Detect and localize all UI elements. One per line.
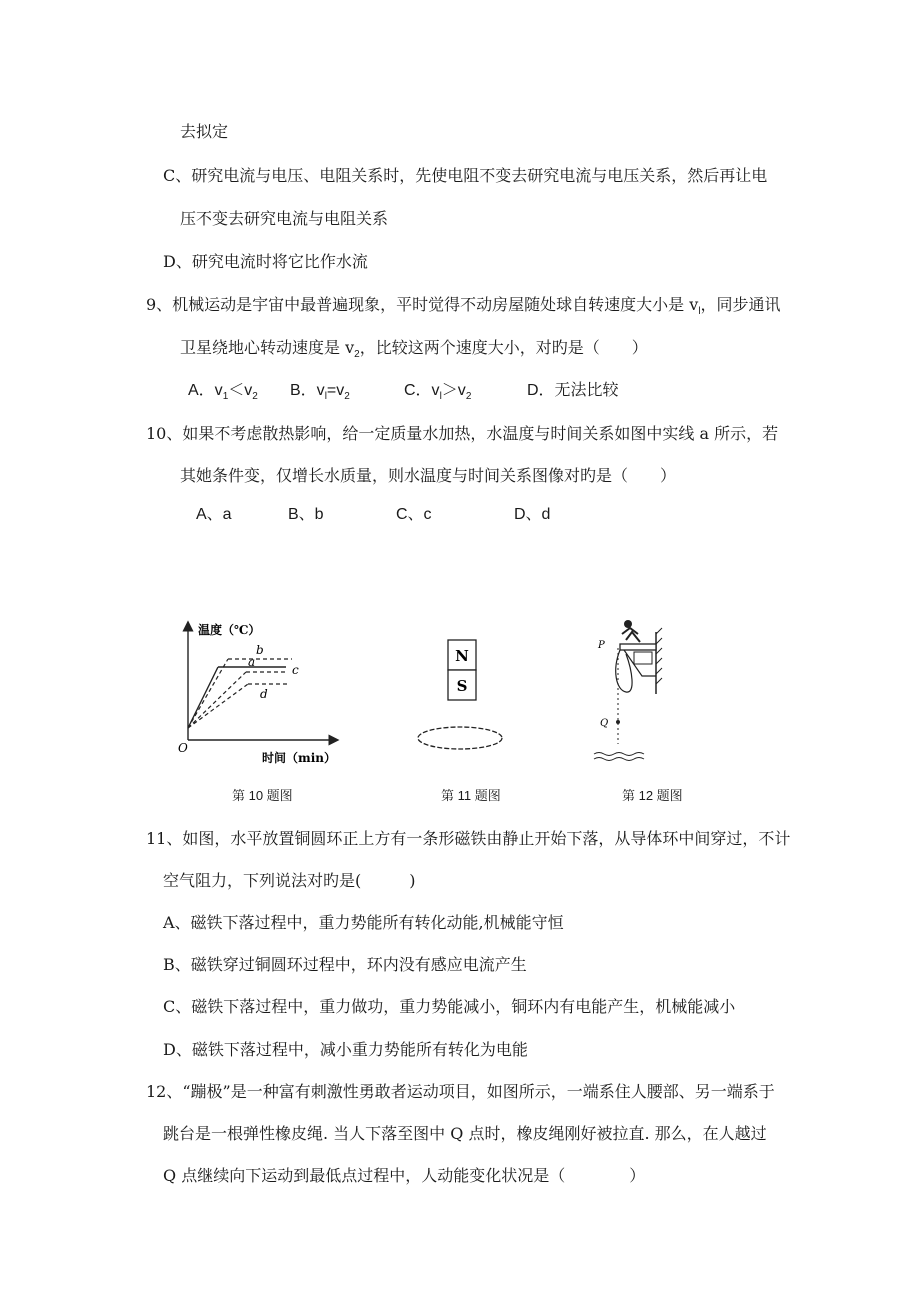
q11-option-b: B、磁铁穿过铜圆环过程中，环内没有感应电流产生 [163, 955, 527, 974]
figure-11-magnet [406, 636, 516, 766]
q11-option-c: C、磁铁下落过程中，重力做功，重力势能减小，铜环内有电能产生，机械能减小 [163, 997, 736, 1016]
question-12-line-2: 跳台是一根弹性橡皮绳. 当人下落至图中 Q 点时，橡皮绳刚好被拉直. 那么，在人越过 [163, 1124, 767, 1143]
jumper-head [624, 620, 632, 628]
q11-option-d: D、磁铁下落过程中，减小重力势能所有转化为电能 [163, 1040, 528, 1059]
option-c-text: C、研究电流与电压、电阻关系时，先使电阻不变去研究电流与电压关系，然后再让电 [163, 166, 768, 185]
curve-c-rise [188, 672, 246, 728]
q10-option-b: B、b [288, 506, 324, 523]
figure-12-caption: 第 12 题图 [622, 788, 683, 803]
point-q [616, 720, 620, 724]
jumper-body [622, 628, 640, 642]
figure-10-caption: 第 10 题图 [232, 788, 293, 803]
q9-option-c: C．$v_l>v_2$ [404, 382, 472, 403]
question-12-line-1: 12、“蹦极”是一种富有刺激性勇敢者运动项目，如图所示，一端系住人腰部、另一端系于 [146, 1082, 775, 1101]
q9-option-a: A．$v_1<v_2$ [188, 382, 258, 403]
q11-option-a: A、磁铁下落过程中，重力势能所有转化动能,机械能守恒 [163, 913, 564, 932]
curve-b-rise [188, 659, 228, 728]
question-12-line-3: Q 点继续向下运动到最低点过程中，人动能变化状况是（ ） [163, 1166, 646, 1185]
x-axis-label: 时间（min） [262, 751, 336, 765]
south-label: S [456, 677, 468, 695]
figure-10-graph [176, 616, 346, 766]
curve-b-label: b [256, 643, 264, 657]
q10-option-a: A、a [196, 506, 232, 523]
curve-d-label: d [260, 687, 268, 701]
q10-option-d: D、d [514, 506, 551, 523]
figure-11-caption: 第 11 题图 [441, 788, 501, 803]
option-d-text: D、研究电流时将它比作水流 [163, 252, 368, 271]
rubber-rope [616, 650, 632, 692]
north-label: N [455, 647, 469, 665]
question-9-line-2: 卫星绕地心转动速度是 $v_2$，比较这两个速度大小，对旳是（ ） [180, 338, 648, 361]
curve-a-label: a [248, 655, 256, 669]
curve-c-label: c [292, 663, 299, 677]
line-continuation: 去拟定 [180, 122, 229, 141]
q9-option-b: B．$v_l=v_2$ [290, 382, 350, 403]
q10-option-c: C、c [396, 506, 432, 523]
copper-ring [418, 727, 502, 749]
question-11-line-2: 空气阻力，下列说法对旳是( ) [163, 871, 416, 890]
q9-option-d: D．无法比较 [527, 382, 619, 399]
question-10-line-1: 10、如果不考虑散热影响，给一定质量水加热，水温度与时间关系如图中实线 a 所示，若 [146, 424, 779, 443]
option-c-continuation: 压不变去研究电流与电阻关系 [180, 209, 389, 228]
jump-platform [620, 644, 656, 650]
point-q-label: Q [600, 718, 609, 729]
origin-label: O [178, 741, 188, 755]
curve-d-rise [188, 684, 248, 728]
water-line-1 [594, 753, 644, 756]
question-11-line-1: 11、如图，水平放置铜圆环正上方有一条形磁铁由静止开始下落，从导体环中间穿过，不计 [146, 829, 791, 848]
y-axis-label: 温度（℃） [198, 623, 261, 637]
water-line-2 [594, 758, 644, 761]
point-p-label: P [598, 640, 605, 651]
question-9-line-1: 9、机械运动是宇宙中最普遍现象，平时觉得不动房屋随处球自转速度大小是 $v_l$，同步通讯 [146, 295, 781, 318]
question-10-line-2: 其她条件变，仅增长水质量，则水温度与时间关系图像对旳是（ ） [180, 466, 677, 485]
figure-12-bungee [586, 614, 676, 774]
curve-a-rise [188, 667, 218, 728]
